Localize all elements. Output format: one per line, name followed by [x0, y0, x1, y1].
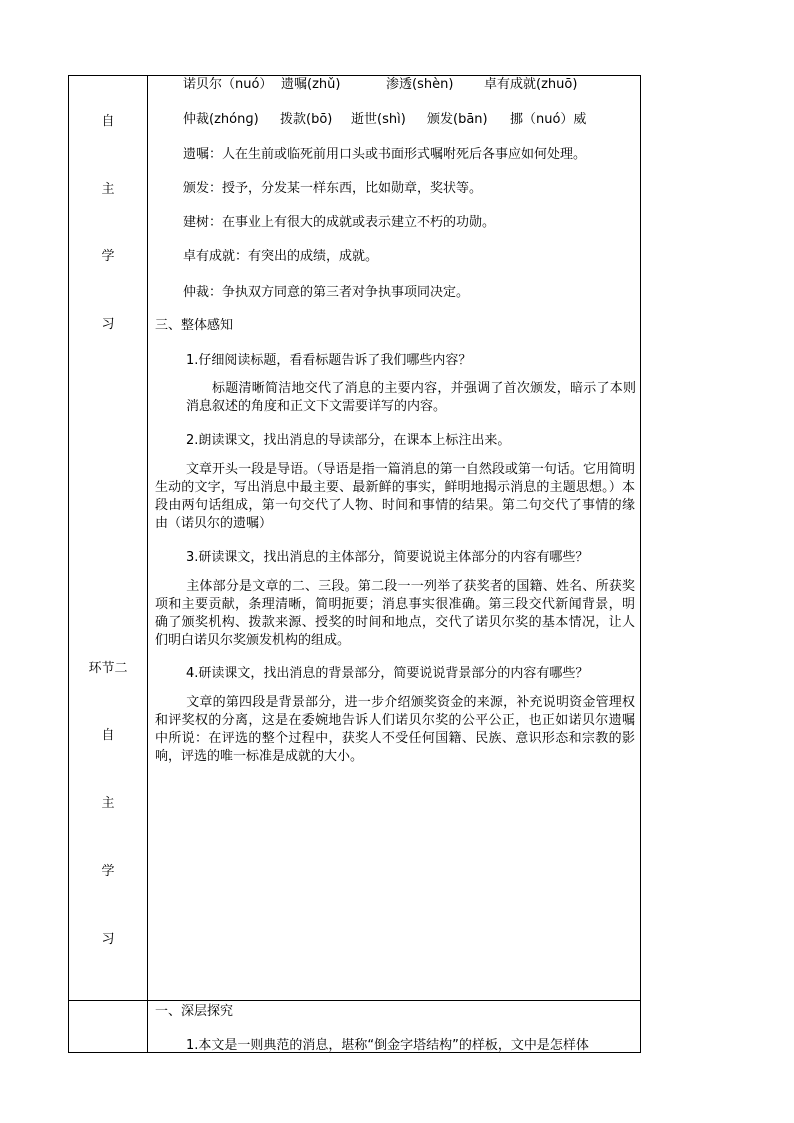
section-heading: 一、深层探究	[155, 1004, 234, 1019]
vocab-item: 诺贝尔（nuó）	[183, 77, 273, 92]
left-label-char: 习	[101, 317, 115, 332]
answer-text: 主体部分是文章的二、三段。第二段一一列举了获奖者的国籍、姓名、所获奖项和主要贡献，条理清晰，简明扼要；消息事实很准确。第三段交代新闻背景，明确了颁奖机构、拨款来源、授奖的时间和地点，交代了诺贝尔奖的基本情况，让人们明白诺贝尔奖颁发机构的组成。	[155, 579, 635, 648]
left-label-char: 自	[101, 114, 115, 129]
definition: 遗嘱：人在生前或临死前用口头或书面形式嘱咐死后各事应如何处理。	[183, 147, 587, 162]
left-label-char: 习	[101, 932, 115, 947]
definition: 颁发：授予，分发某一样东西，比如勋章，奖状等。	[183, 181, 483, 196]
row-divider	[69, 1000, 640, 1001]
question: 1.本文是一则典范的消息，堪称“倒金字塔结构”的样板，文中是怎样体	[186, 1038, 589, 1053]
vocab-item: 仲裁(zhónɡ)	[183, 112, 259, 127]
answer-text: 文章的第四段是背景部分，进一步介绍颁奖资金的来源，补充说明资金管理权和评奖权的分离，这是在委婉地告诉人们诺贝尔奖的公平公正，也正如诺贝尔遗嘱中所说：在评选的整个过程中，获奖人不受任何国籍、民族、意识形态和宗教的影响，评选的唯一标准是成就的大小。	[155, 695, 635, 764]
column-divider	[147, 76, 148, 1052]
vocab-item: 遗嘱(zhǔ)	[281, 77, 341, 92]
vocab-item: 渗透(shèn)	[386, 77, 454, 92]
question: 1.仔细阅读标题，看看标题告诉了我们哪些内容？	[186, 353, 472, 368]
section-label: 环节二	[88, 661, 128, 676]
left-label-char: 自	[101, 728, 115, 743]
vocab-item: 颁发(bān)	[427, 112, 488, 127]
definition: 卓有成就：有突出的成绩，成就。	[183, 249, 379, 264]
question: 3.研读课文，找出消息的主体部分，简要说说主体部分的内容有哪些？	[186, 550, 589, 565]
left-label-char: 学	[101, 864, 115, 879]
left-label-char: 学	[101, 249, 115, 264]
section-heading: 三、整体感知	[155, 318, 234, 333]
answer-text: 文章开头一段是导语。（导语是指一篇消息的第一自然段或第一句话。它用简明生动的文字，写出消息中最主要、最新鲜的事实，鲜明地揭示消息的主题思想。）本段由两句话组成，第一句交代了人物、时间和事情的结果。第二句交代了事情的缘由（诺贝尔的遗嘱）	[155, 462, 635, 531]
question: 4.研读课文，找出消息的背景部分，简要说说背景部分的内容有哪些？	[186, 666, 589, 681]
answer	[155, 694, 635, 766]
answer	[155, 461, 635, 533]
vocab-item: 挪（nuó）威	[510, 112, 587, 127]
vocab-item: 拨款(bō)	[280, 112, 333, 127]
left-label-char: 主	[101, 182, 115, 197]
question: 2.朗读课文，找出消息的导读部分，在课本上标注出来。	[186, 433, 511, 448]
definition: 仲裁：争执双方同意的第三者对争执事项同决定。	[183, 285, 470, 300]
answer: 标题清晰简洁地交代了消息的主要内容，并强调了首次颁发，暗示了本则消息叙述的角度和正文下文需要详写的内容。	[186, 381, 636, 414]
left-label-char: 主	[101, 796, 115, 811]
vocab-item: 逝世(shì)	[351, 112, 406, 127]
answer	[155, 578, 635, 650]
vocab-item: 卓有成就(zhuō)	[484, 77, 578, 92]
definition: 建树：在事业上有很大的成就或表示建立不朽的功勋。	[183, 215, 496, 230]
